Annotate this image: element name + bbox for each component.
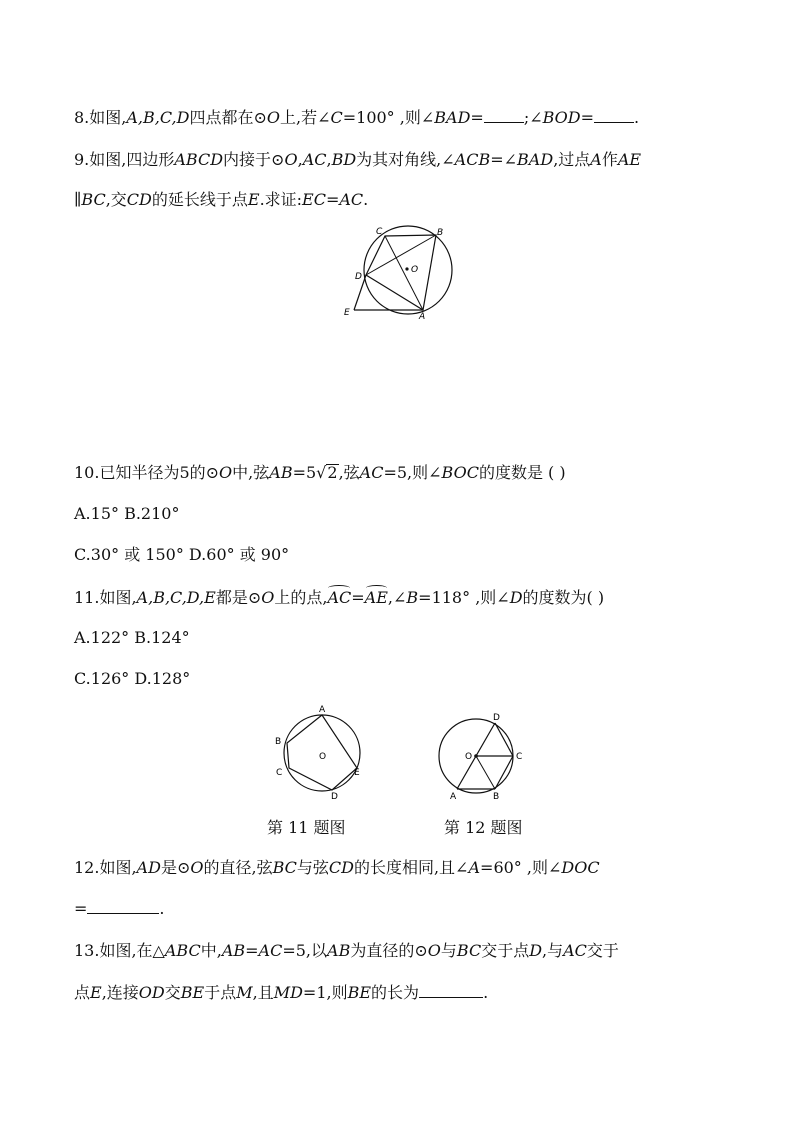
chord-bc [495,756,513,789]
q8-angle-c: C [330,108,343,127]
q10-number: 10. [74,463,100,482]
question-11 [74,588,604,608]
q13-text: ,与 [542,941,564,960]
q13-point: E [90,983,102,1002]
q8-points: A,B,C,D [126,108,190,127]
figure-12-caption: 第 12 题图 [444,818,523,837]
q10-sqrt: 2 [327,463,338,482]
q9-seg: AC [302,150,327,169]
q13-text: . [483,983,489,1002]
q12-text: 如图, [99,858,137,877]
q13-point: D [529,941,543,960]
q10-text: =5 [292,463,317,482]
q11-points: A,B,C,D,E [136,588,216,607]
diagonal-bd [366,235,436,275]
q8-angle-bad: BAD [434,108,471,127]
q10-text: ,弦 [338,463,360,482]
q8-text: = [580,108,595,127]
figure-11-diagram [270,700,370,800]
q12-angle-a: A [468,858,481,877]
label-e: E [354,768,360,778]
q9-text: = [325,190,340,209]
q12-text: 与弦 [296,858,329,877]
q9-text: .求证: [259,190,303,209]
question-8 [74,108,639,128]
q13-seg: BC [456,941,482,960]
q13-triangle: ABC [164,941,201,960]
q13-seg: AB [327,941,351,960]
q11-angle-b: B [406,588,419,607]
q13-number: 13. [74,941,100,960]
q13-text: ,连接 [101,983,139,1002]
q9-quad: ABCD [174,150,224,169]
q13-text: =5,以 [282,941,328,960]
q8-text: ;∠ [523,108,543,127]
q11-options-ab: A.122° B.124° [74,628,190,647]
q9-text: , [326,150,332,169]
q11-text: 的度数为( ) [522,588,605,607]
q12-diameter: AD [136,858,161,877]
q9-seg: BC [81,190,106,209]
q9-point: E [247,190,260,209]
q13-text: = [245,941,259,960]
q9-seg: EC [302,190,326,209]
label-d: D [493,713,500,723]
q13-seg: BE [347,983,372,1002]
question-12-line-2 [74,899,165,919]
q9-angle: ACB [454,150,491,169]
q10-options-cd: C.30° 或 150° D.60° 或 90° [74,545,290,564]
q13-point: M [236,983,253,1002]
q9-number: 9. [74,150,90,169]
q9-text: 的延长线于点 [151,190,248,209]
q9-seg: CD [126,190,152,209]
label-e: E [344,308,350,318]
label-d: D [331,792,338,800]
q10-options-ab: A.15° B.210° [74,504,180,523]
q9-seg: AE [617,150,642,169]
q12-circle-o: O [190,858,204,877]
q13-text: 与 [440,941,457,960]
q8-text: 如图, [89,108,127,127]
question-9-line-2 [74,190,368,210]
q8-answer-blank-1[interactable] [484,108,524,123]
label-c: C [376,227,383,237]
label-a: A [319,705,326,715]
q11-options-cd: C.126° D.128° [74,669,191,688]
q11-text: 都是⊙ [215,588,262,607]
label-o: O [319,752,327,762]
q12-number: 12. [74,858,100,877]
q8-answer-blank-2[interactable] [594,108,634,123]
q9-text: , [297,150,303,169]
figure-11-caption: 第 11 题图 [267,818,346,837]
center-dot [474,754,478,758]
q12-answer-blank[interactable] [87,899,159,914]
q11-text: 上的点, [274,588,328,607]
q9-text: 为其对角线,∠ [356,150,455,169]
q9-text: 内接于⊙ [223,150,285,169]
q13-text: 为直径的⊙ [350,941,428,960]
label-c: C [276,768,283,778]
q9-text: ∥ [74,190,82,209]
label-b: B [275,737,282,747]
q11-number: 11. [74,588,100,607]
q12-text: 的直径,弦 [203,858,273,877]
label-a: A [450,792,457,802]
q13-circle-o: O [427,941,441,960]
q9-seg: AC [339,190,364,209]
question-13-line-1 [74,941,619,961]
q8-text: 四点都在⊙ [189,108,267,127]
q13-seg: MD [273,983,303,1002]
q12-text: 是⊙ [160,858,191,877]
q13-text: =1,则 [302,983,348,1002]
q13-text: 的长为 [371,983,420,1002]
chord-cd [495,723,513,756]
label-o: O [411,265,419,275]
q13-text: ,且 [252,983,274,1002]
q12-text: = [74,899,88,918]
q9-text: =∠ [490,150,518,169]
segment-ob [476,756,495,789]
q8-circle-o: O [266,108,280,127]
q13-text: 于点 [204,983,237,1002]
q8-angle-bod: BOD [542,108,581,127]
q9-seg: BD [331,150,357,169]
q13-text: 点 [74,983,91,1002]
label-o: O [465,752,473,762]
q11-text: = [351,588,365,607]
q9-text: 如图,四边形 [89,150,175,169]
label-c: C [516,752,523,762]
q12-text: 的长度相同,且∠ [353,858,469,877]
q10-chord: AC [359,463,384,482]
q9-point: A [590,150,602,169]
q9-text: ,交 [105,190,127,209]
q11-text: ,∠ [387,588,407,607]
q11-circle-o: O [261,588,275,607]
q9-text: 作 [601,150,618,169]
q13-text: 如图,在△ [99,941,165,960]
figure-9-diagram [335,225,465,325]
q11-angle-d: D [509,588,523,607]
q12-chord: CD [328,858,354,877]
q13-seg: BE [180,983,205,1002]
q10-circle-o: O [219,463,233,482]
q9-text: ,过点 [553,150,591,169]
q13-text: 中, [200,941,222,960]
q8-number: 8. [74,108,90,127]
question-9-line-1 [74,150,641,170]
question-13-line-2 [74,983,488,1003]
q10-chord: AB [269,463,293,482]
q9-text: . [363,190,369,209]
q11-text: =118° ,则∠ [418,588,510,607]
label-b: B [437,228,444,238]
q12-angle-doc: DOC [561,858,600,877]
q12-text: =60° ,则∠ [480,858,562,877]
q10-angle: BOC [441,463,479,482]
q11-arc-ae: AE [364,588,388,607]
q13-text: 交于点 [481,941,530,960]
q8-text: =100° ,则∠ [342,108,435,127]
q12-chord: BC [272,858,297,877]
label-b: B [493,792,500,802]
q13-answer-blank[interactable] [419,983,483,998]
q10-text: 的度数是 ( ) [478,463,566,482]
q9-circle-o: O [284,150,298,169]
q8-text: 上,若∠ [279,108,331,127]
quad-abcd [366,235,436,310]
q13-seg: AB [221,941,246,960]
q13-seg: OD [138,983,165,1002]
q10-text: 中,弦 [232,463,270,482]
q8-text: = [470,108,484,127]
q10-text: =5,则∠ [383,463,442,482]
figure-12-diagram [432,710,532,805]
label-d: D [355,272,362,282]
q9-angle: BAD [517,150,554,169]
q12-text: . [159,899,165,918]
center-dot [405,267,408,270]
question-10: 10.已知半径为5的⊙O中,弦AB=5√2,弦AC=5,则∠BOC的度数是 ( ) [74,463,566,482]
q8-text: . [634,108,640,127]
question-12-line-1 [74,858,600,878]
q13-seg: AC [563,941,587,960]
q13-text: 交于 [586,941,619,960]
q10-text: 已知半径为5的⊙ [99,463,220,482]
q13-seg: AC [258,941,283,960]
q11-arc-ac: AC [327,588,352,607]
q11-text: 如图, [99,588,137,607]
q13-text: 交 [164,983,181,1002]
label-a: A [419,312,426,322]
